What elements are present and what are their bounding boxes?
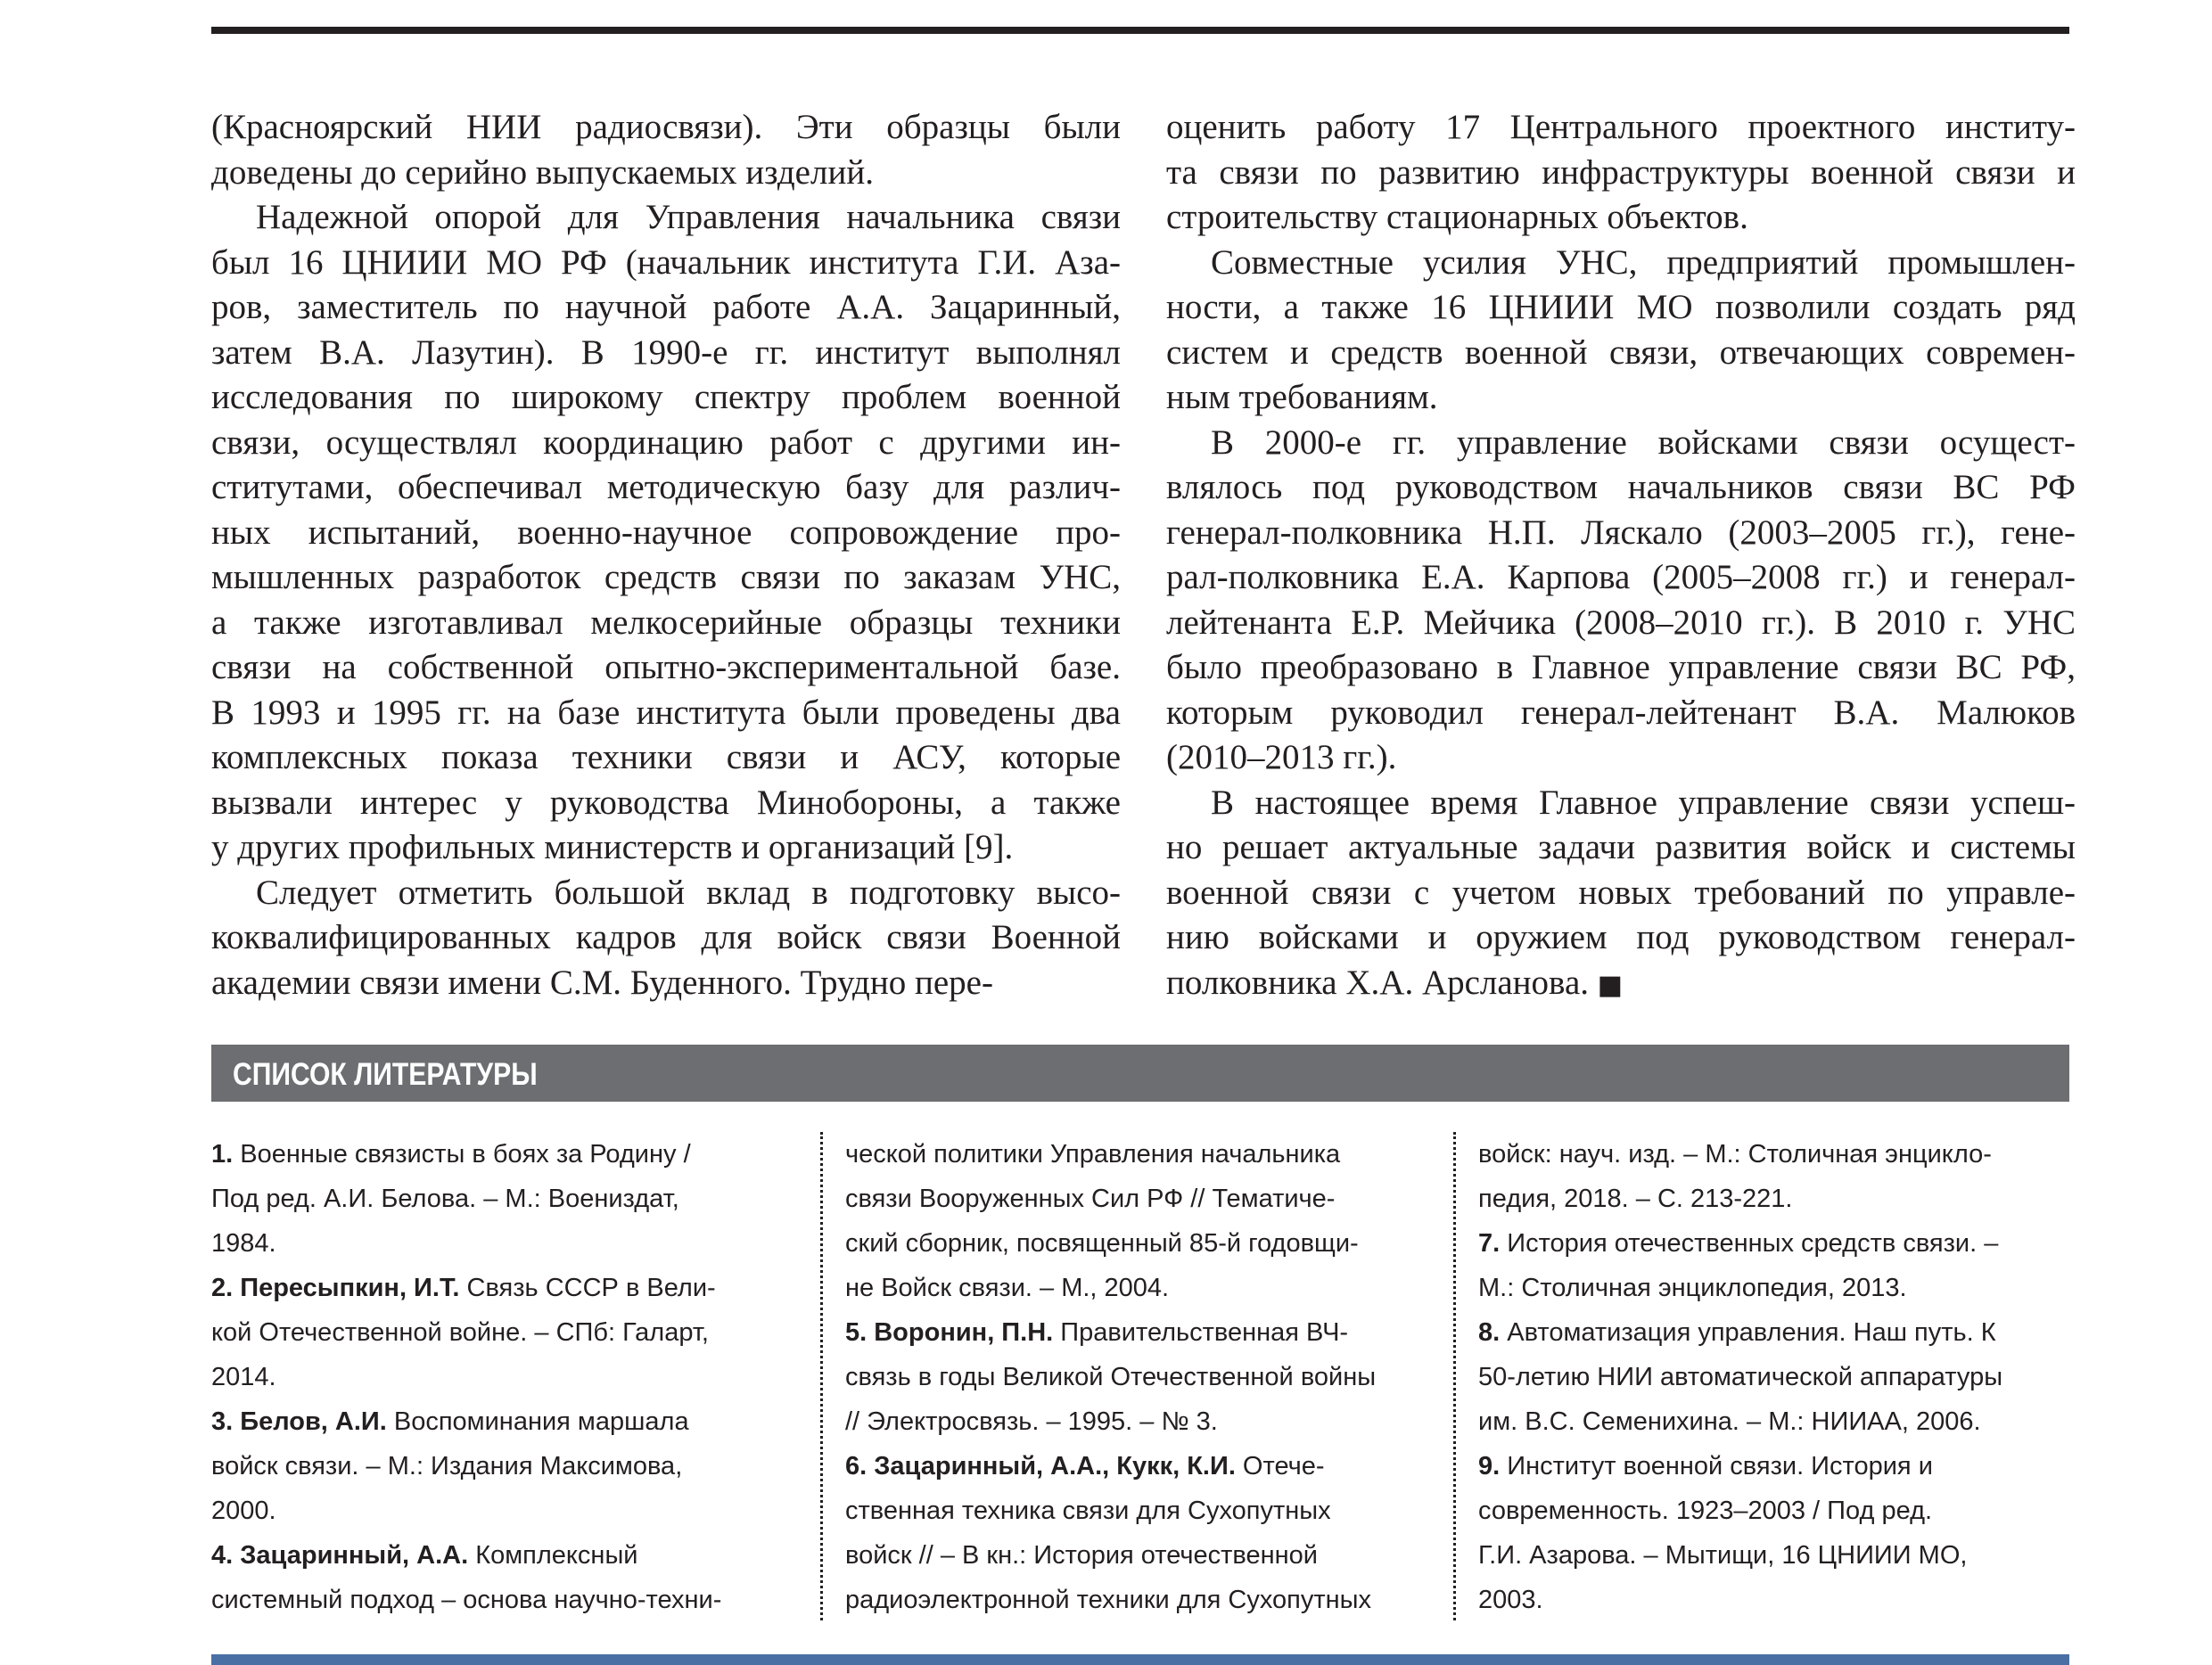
reference-author: 6. Зацаринный, А.А., Кукк, К.И. [845, 1452, 1236, 1480]
reference-line [1478, 1310, 2058, 1355]
text-line: нию войсками и оружием под руководством генерал- [1166, 918, 2076, 956]
reference-item [1478, 1132, 2058, 1221]
reference-line [1478, 1177, 2058, 1221]
text-line: исследования по широкому спектру проблем военной [211, 378, 1121, 416]
paragraph [1166, 781, 2076, 1009]
text-line: та связи по развитию инфраструктуры военной связи и [1166, 152, 2076, 192]
reference-text: 2000. [211, 1497, 276, 1525]
reference-text: История отечественных средств связи. – [1500, 1229, 1999, 1258]
reference-item [1478, 1221, 2058, 1310]
reference-line [211, 1310, 791, 1355]
reference-text: 1984. [211, 1229, 276, 1258]
reference-text: войск: науч. изд. – М.: Столичная энцикло- [1478, 1140, 1992, 1169]
references-column-3 [1478, 1132, 2058, 1622]
reference-text: Комплексный [468, 1541, 638, 1570]
paragraph [211, 195, 1121, 871]
reference-line [845, 1399, 1425, 1444]
reference-item [211, 1533, 791, 1622]
reference-line [845, 1489, 1425, 1533]
reference-text: // Электросвязь. – 1995. – № 3. [845, 1407, 1218, 1436]
text-line: которым руководил генерал-лейтенант В.А. Малюков [1166, 693, 2076, 732]
reference-line [845, 1221, 1425, 1266]
text-line: было преобразовано в Главное управление связи ВС РФ, [1166, 648, 2076, 686]
reference-item [1478, 1444, 2058, 1622]
reference-item [211, 1399, 791, 1533]
reference-text: ческой политики Управления начальника [845, 1140, 1341, 1169]
reference-text: ственная техника связи для Сухопутных [845, 1497, 1331, 1525]
text-line: коквалифицированных кадров для войск связи Военной [211, 918, 1121, 956]
reference-line [1478, 1132, 2058, 1177]
end-of-article-mark: ■ [1597, 969, 1624, 1001]
reference-item [845, 1444, 1425, 1622]
paragraph [211, 871, 1121, 1006]
reference-text: 50-летию НИИ автоматической аппаратуры [1478, 1363, 2003, 1391]
reference-line [1478, 1266, 2058, 1310]
reference-text: связь в годы Великой Отечественной войны [845, 1363, 1377, 1391]
reference-item [845, 1132, 1425, 1310]
reference-text: М.: Столичная энциклопедия, 2013. [1478, 1274, 1907, 1302]
reference-text: Правительственная ВЧ- [1053, 1318, 1349, 1347]
reference-author: 3. Белов, А.И. [211, 1407, 387, 1436]
text-line: академии связи имени С.М. Буденного. Трудно пере- [211, 963, 993, 1002]
reference-text: Военные связисты в боях за Родину / [233, 1140, 691, 1169]
text-line: но решает актуальные задачи развития войск и системы [1166, 828, 2076, 866]
text-line: рал-полковника Е.А. Карпова (2005–2008 гг.) и генерал- [1166, 558, 2076, 596]
reference-line [211, 1399, 791, 1444]
text-line: ститутами, обеспечивал методическую базу для различ- [211, 468, 1121, 506]
reference-line [211, 1221, 791, 1266]
reference-text: 2003. [1478, 1586, 1543, 1614]
text-line: связи на собственной опытно-экспериментальной базе. [211, 648, 1121, 686]
reference-text: педия, 2018. – С. 213-221. [1478, 1185, 1793, 1213]
paragraph [1166, 421, 2076, 781]
reference-line [211, 1444, 791, 1489]
top-rule [211, 27, 2069, 34]
reference-author: 8. [1478, 1318, 1501, 1347]
reference-line [1478, 1444, 2058, 1489]
reference-line [845, 1355, 1425, 1399]
reference-text: не Войск связи. – М., 2004. [845, 1274, 1170, 1302]
reference-item [211, 1266, 791, 1399]
reference-item [211, 1132, 791, 1266]
text-line: В 2000-е гг. управление войсками связи осущест- [1211, 422, 2076, 462]
reference-text: Институт военной связи. История и [1500, 1452, 1933, 1480]
reference-line [845, 1578, 1425, 1622]
reference-line [1478, 1355, 2058, 1399]
reference-line [1478, 1578, 2058, 1622]
reference-author: 9. [1478, 1452, 1501, 1480]
reference-text: Отече- [1235, 1452, 1325, 1480]
paragraph [211, 105, 1121, 195]
column-divider [1453, 1132, 1456, 1620]
reference-line [845, 1266, 1425, 1310]
text-line: ных испытаний, военно-научное сопровождение про- [211, 513, 1121, 552]
references-column-2 [845, 1132, 1425, 1622]
text-line: полковника Х.А. Арсланова. ■ [1166, 963, 1624, 1002]
reference-text: 2014. [211, 1363, 276, 1391]
reference-text: им. В.С. Семенихина. – М.: НИИАА, 2006. [1478, 1407, 1981, 1436]
reference-line [211, 1355, 791, 1399]
reference-line [1478, 1399, 2058, 1444]
reference-text: Г.И. Азарова. – Мытищи, 16 ЦНИИИ МО, [1478, 1541, 1968, 1570]
text-line: систем и средств военной связи, отвечающих современ- [1166, 332, 2076, 372]
text-line: строительству стационарных объектов. [1166, 198, 1748, 236]
text-line: военной связи с учетом новых требований по управле- [1166, 873, 2076, 912]
article-body [211, 105, 2076, 1014]
reference-author: 4. Зацаринный, А.А. [211, 1541, 469, 1570]
reference-text: Воспоминания маршала [386, 1407, 689, 1436]
reference-line [845, 1310, 1425, 1355]
text-line: ным требованиям. [1166, 378, 1438, 416]
text-line: влялось под руководством начальников связи ВС РФ [1166, 468, 2076, 506]
reference-line [1478, 1489, 2058, 1533]
reference-text: войск связи. – М.: Издания Максимова, [211, 1452, 683, 1480]
reference-author: 1. [211, 1140, 234, 1169]
reference-line [1478, 1221, 2058, 1266]
text-line: связи, осуществлял координацию работ с другими ин- [211, 422, 1121, 462]
references-list [211, 1132, 2069, 1631]
reference-text: ский сборник, посвященный 85-й годовщи- [845, 1229, 1359, 1258]
reference-text: радиоэлектронной техники для Сухопутных [845, 1586, 1371, 1614]
text-line: ности, а также 16 ЦНИИИ МО позволили создать ряд [1166, 288, 2076, 326]
reference-line [845, 1444, 1425, 1489]
text-line: Надежной опорой для Управления начальника связи [256, 198, 1121, 236]
reference-text: Под ред. А.И. Белова. – М.: Воениздат, [211, 1185, 679, 1213]
reference-line [211, 1266, 791, 1310]
text-line: у других профильных министерств и организаций [9]. [211, 828, 1014, 866]
text-line: ров, заместитель по научной работе А.А. Зацаринный, [211, 288, 1121, 326]
text-line: оценить работу 17 Центрального проектного институ- [1166, 108, 2076, 146]
reference-text: Автоматизация управления. Наш путь. К [1500, 1318, 1996, 1347]
reference-text: войск // – В кн.: История отечественной [845, 1541, 1319, 1570]
reference-line [211, 1177, 791, 1221]
text-line: Совместные усилия УНС, предприятий промышлен- [1211, 242, 2076, 282]
text-line: лейтенанта Е.Р. Мейчика (2008–2010 гг.). В 2010 г. УНС [1166, 603, 2076, 642]
reference-item [1478, 1310, 2058, 1444]
text-line: а также изготавливал мелкосерийные образцы техники [211, 603, 1121, 642]
reference-author: 2. Пересыпкин, И.Т. [211, 1274, 460, 1302]
reference-text: кой Отечественной войне. – СПб: Галарт, [211, 1318, 709, 1347]
article-column-right [1166, 105, 2076, 1008]
references-column-1 [211, 1132, 791, 1622]
reference-line [211, 1578, 791, 1622]
text-line: В настоящее время Главное управление связи успеш- [1211, 783, 2076, 822]
text-line: комплексных показа техники связи и АСУ, которые [211, 738, 1121, 776]
article-column-left [211, 105, 1121, 1005]
text-line: Следует отметить большой вклад в подготовку высо- [256, 873, 1121, 912]
text-line: вызвали интерес у руководства Минобороны, а также [211, 783, 1121, 822]
text-line: генерал-полковника Н.П. Ляскало (2003–2005 гг.), гене- [1166, 513, 2076, 552]
reference-text: Связь СССР в Вели- [459, 1274, 716, 1302]
reference-line [1478, 1533, 2058, 1578]
reference-line [211, 1489, 791, 1533]
reference-line [845, 1177, 1425, 1221]
paragraph [1166, 241, 2076, 421]
paragraph [1166, 105, 2076, 241]
reference-line [845, 1533, 1425, 1578]
reference-author: 5. Воронин, П.Н. [845, 1318, 1054, 1347]
reference-line [845, 1132, 1425, 1177]
reference-line [211, 1533, 791, 1578]
text-line: (2010–2013 гг.). [1166, 738, 1397, 776]
reference-line [211, 1132, 791, 1177]
reference-text: современность. 1923–2003 / Под ред. [1478, 1497, 1933, 1525]
bottom-rule [211, 1654, 2069, 1665]
reference-author: 7. [1478, 1229, 1501, 1258]
text-line: (Красноярский НИИ радиосвязи). Эти образцы были [211, 108, 1121, 146]
reference-text: системный подход – основа научно-техни- [211, 1586, 722, 1614]
column-divider [820, 1132, 823, 1620]
references-title: СПИСОК ЛИТЕРАТУРЫ [233, 1057, 538, 1092]
text-line: затем В.А. Лазутин). В 1990-е гг. институт выполнял [211, 332, 1121, 372]
text-line: мышленных разработок средств связи по заказам УНС, [211, 558, 1121, 596]
references-header [211, 1045, 2069, 1102]
text-line: доведены до серийно выпускаемых изделий. [211, 152, 874, 192]
text-line: был 16 ЦНИИИ МО РФ (начальник института Г.И. Аза- [211, 242, 1121, 282]
reference-text: связи Вооруженных Сил РФ // Тематиче- [845, 1185, 1336, 1213]
text-line: В 1993 и 1995 гг. на базе института были проведены два [211, 693, 1121, 732]
reference-item [845, 1310, 1425, 1444]
